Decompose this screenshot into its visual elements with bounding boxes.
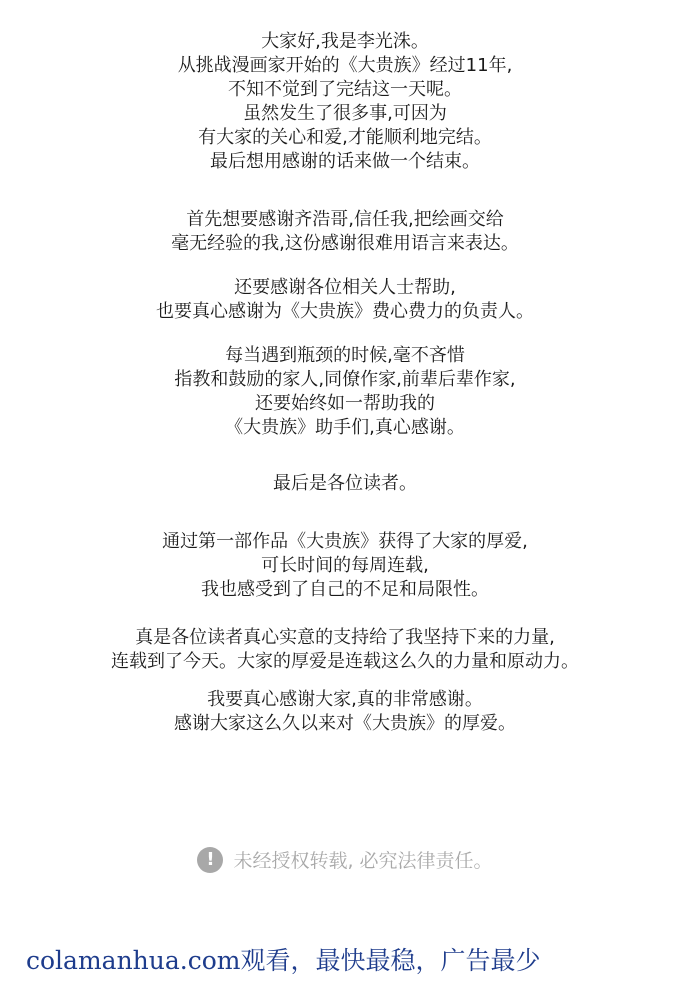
copyright-notice-text: 未经授权转载, 必究法律责任。 xyxy=(233,850,493,872)
text-line: 也要真心感谢为《大贵族》费心费力的负责人。 xyxy=(156,301,534,322)
text-line: 虽然发生了很多事,可因为 xyxy=(243,103,447,124)
text-line: 最后是各位读者。 xyxy=(273,473,417,494)
paragraph-greeting xyxy=(0,30,690,174)
text-line: 真是各位读者真心实意的支持给了我坚持下来的力量, xyxy=(135,627,555,648)
text-line: 从挑战漫画家开始的《大贵族》经过11年, xyxy=(177,55,513,76)
text-line: 大家好,我是李光洙。 xyxy=(261,31,429,52)
text-line: 毫无经验的我,这份感谢很难用语言来表达。 xyxy=(171,233,519,254)
paragraph-closing xyxy=(0,688,690,736)
text-line: 连载到了今天。大家的厚爱是连载这么久的力量和原动力。 xyxy=(111,651,579,672)
paragraph-readers xyxy=(0,472,690,496)
watermark-link[interactable]: colamanhua.com观看，最快最稳，广告最少 xyxy=(26,946,541,975)
watermark-footer[interactable] xyxy=(26,944,540,978)
paragraph-thanks-family xyxy=(0,344,690,440)
text-line: 还要始终如一帮助我的 xyxy=(255,393,435,414)
text-line: 指教和鼓励的家人,同僚作家,前辈后辈作家, xyxy=(174,369,516,390)
text-line: 我也感受到了自己的不足和局限性。 xyxy=(201,579,489,600)
text-line: 最后想用感谢的话来做一个结束。 xyxy=(210,151,480,172)
text-line: 可长时间的每周连载, xyxy=(261,555,429,576)
text-line: 《大贵族》助手们,真心感谢。 xyxy=(225,417,465,438)
paragraph-thanks-brother xyxy=(0,208,690,256)
copyright-notice xyxy=(0,846,690,873)
text-line: 我要真心感谢大家,真的非常感谢。 xyxy=(207,689,483,710)
text-line: 有大家的关心和爱,才能顺利地完结。 xyxy=(198,127,492,148)
text-line: 感谢大家这么久以来对《大贵族》的厚爱。 xyxy=(174,713,516,734)
paragraph-thanks-staff xyxy=(0,276,690,324)
text-line: 还要感谢各位相关人士帮助, xyxy=(234,277,456,298)
text-line: 首先想要感谢齐浩哥,信任我,把绘画交给 xyxy=(186,209,504,230)
text-line: 不知不觉到了完结这一天呢。 xyxy=(228,79,462,100)
paragraph-first-work xyxy=(0,530,690,602)
text-line: 每当遇到瓶颈的时候,毫不吝惜 xyxy=(225,345,465,366)
exclamation-circle-icon: ! xyxy=(197,847,223,873)
text-line: 通过第一部作品《大贵族》获得了大家的厚爱, xyxy=(162,531,528,552)
paragraph-support xyxy=(0,626,690,674)
